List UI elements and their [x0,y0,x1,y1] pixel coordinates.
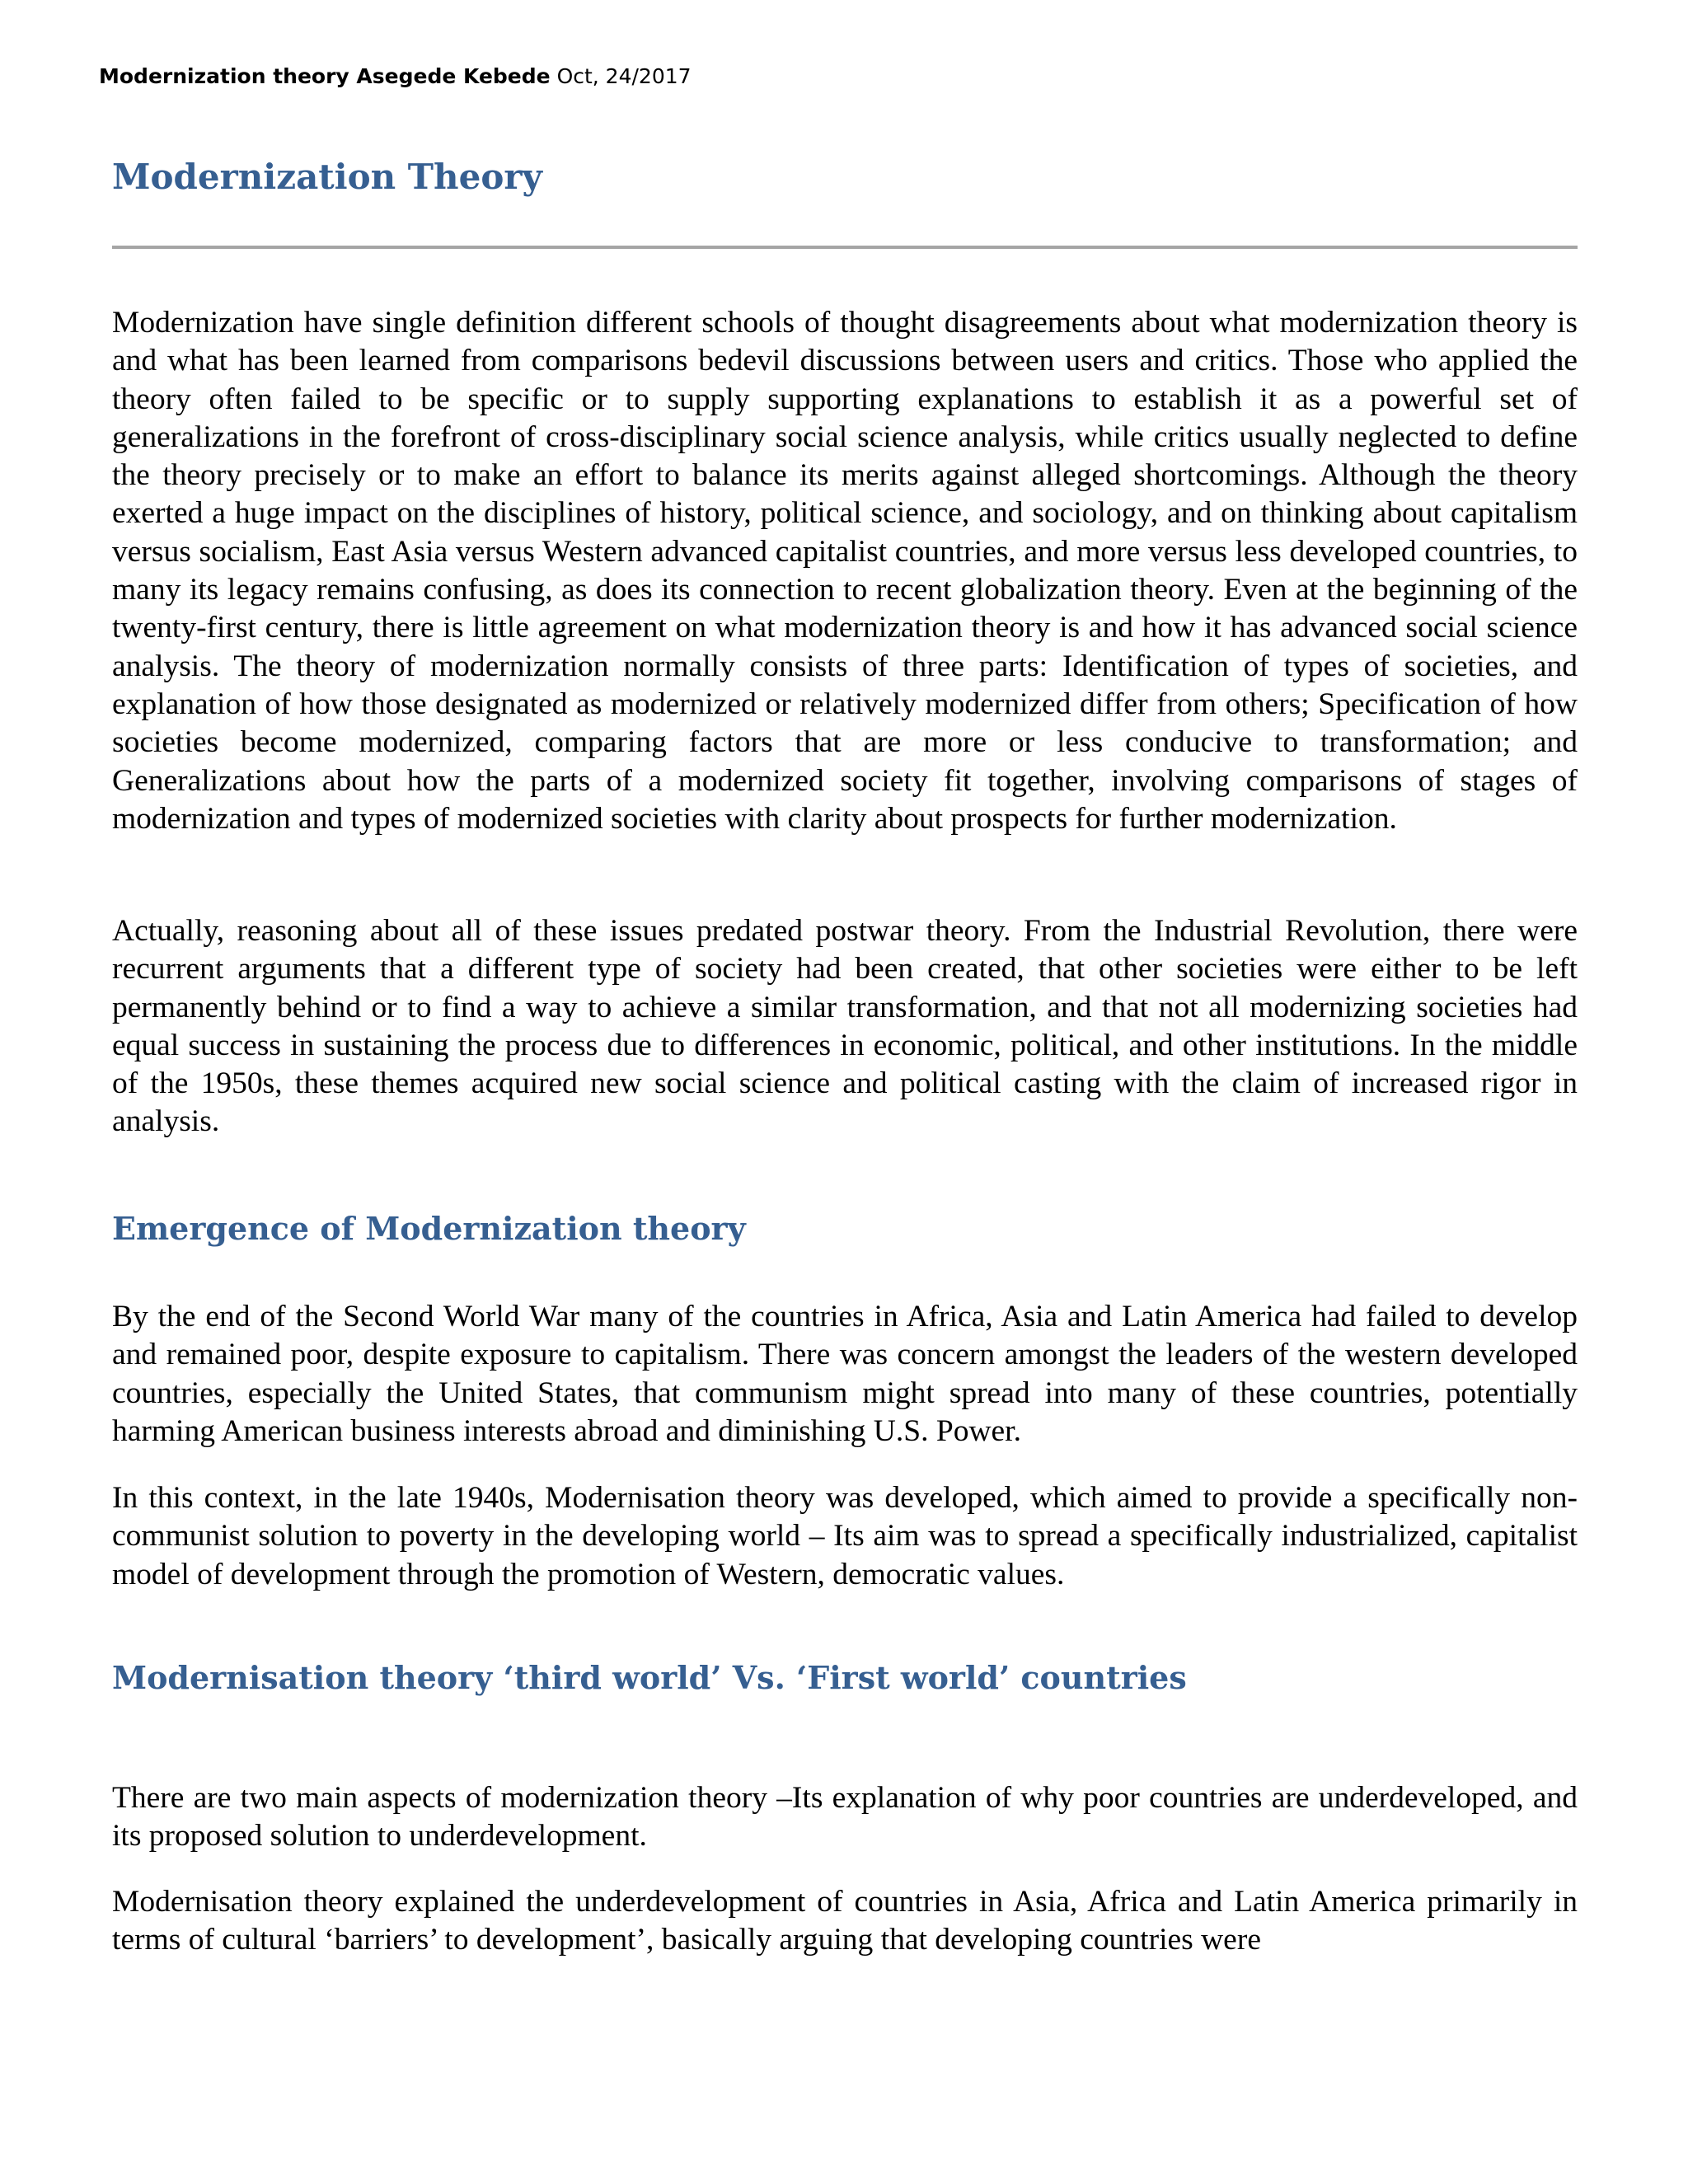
section-heading-emergence: Emergence of Modernization theory [112,1210,746,1247]
header-date: Oct, 24/2017 [556,64,692,88]
paragraph-intro: Modernization have single definition different schools of thought disagreements about what modernization theory is and what has been learned from comparisons bedevil discussions between users and critics. Those who applied the theory often failed to be specific or to supply supporting explanations to establish it as a powerful set of generalizations in the forefront of cross-disciplinary social science analysis, while critics usually neglected to define the theory precisely or to make an effort to balance its merits against alleged shortcomings. Although the theory exerted a huge impact on the disciplines of history, political science, and sociology, and on thinking about capitalism versus socialism, East Asia versus Western advanced capitalist countries, and more versus less developed countries, to many its legacy remains confusing, as does its connection to recent globalization theory. Even at the beginning of the twenty-first century, there is little agreement on what modernization theory is and how it has advanced social science analysis. The theory of modernization normally consists of three parts: Identification of types of societies, and explanation of how those designated as modernized or relatively modernized differ from others; Specification of how societies become modernized, comparing factors that are more or less conducive to transformation; and Generalizations about how the parts of a modernized society fit together, involving comparisons of stages of modernization and types of modernized societies with clarity about prospects for further modernization. [112,306,1578,836]
header-title: Modernization theory Asegede Kebede [99,64,551,88]
paragraph-emergence-2: In this context, in the late 1940s, Modernisation theory was developed, which aimed to provide a specifically non-communist solution to poverty in the developing world – Its aim was to spread a specifically industrialized, capitalist model of development through the promotion of Western, democratic values. [112,1481,1578,1591]
paragraph-history: Actually, reasoning about all of these issues predated postwar theory. From the Industrial Revolution, there were recurrent arguments that a different type of society had been created, that other societies were either to be left permanently behind or to find a way to achieve a similar transformation, and that not all modernizing societies had equal success in sustaining the process due to differences in economic, political, and other institutions. In the middle of the 1950s, these themes acquired new social science and political casting with the claim of increased rigor in analysis. [112,914,1578,1139]
title-divider [112,246,1578,249]
section-heading-third-world: Modernisation theory ‘third world’ Vs. ‘First world’ countries [112,1659,1187,1696]
document-title: Modernization Theory [112,157,542,197]
paragraph-barriers: Modernisation theory explained the underdevelopment of countries in Asia, Africa and Latin America primarily in terms of cultural ‘barriers’ to development’, basically arguing that developing countries were [112,1885,1578,1957]
paragraph-aspects: There are two main aspects of modernization theory –Its explanation of why poor countries are underdeveloped, and its proposed solution to underdevelopment. [112,1781,1578,1854]
page-header [99,64,692,88]
paragraph-emergence-1: By the end of the Second World War many of the countries in Africa, Asia and Latin America had failed to develop and remained poor, despite exposure to capitalism. There was concern amongst the leaders of the western developed countries, especially the United States, that communism might spread into many of these countries, potentially harming American business interests abroad and diminishing U.S. Power. [112,1300,1578,1448]
